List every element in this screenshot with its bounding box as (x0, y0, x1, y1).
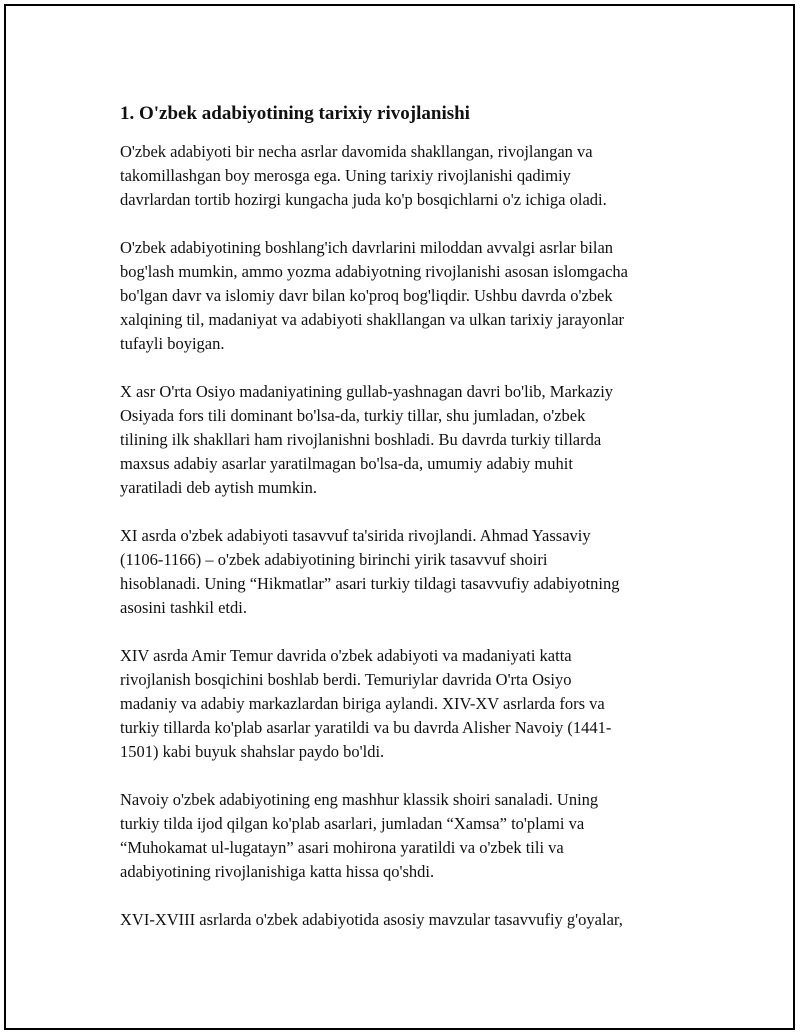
paragraph: XI asrda o'zbek adabiyoti tasavvuf ta'sirida rivojlandi. Ahmad Yassaviy (1106-1166) – o'zbek adabiyotining birinchi yirik tasavvuf shoiri hisoblanadi. Uning “Hikmatlar” asari turkiy tildagi tasavvufiy adabiyotning asosini tashkil etdi. (120, 526, 620, 617)
paragraph: O'zbek adabiyotining boshlang'ich davrlarini miloddan avvalgi asrlar bilan bog'lash mumkin, ammo yozma adabiyotning rivojlanishi asosan islomgacha bo'lgan davr va islomiy davr bilan ko'proq bog'liqdir. Ushbu davrda o'zbek xalqining til, madaniyat va adabiyoti shakllangan va ulkan tarixiy jarayonlar tufayli boyigan. (120, 238, 628, 353)
paragraph: XIV asrda Amir Temur davrida o'zbek adabiyoti va madaniyati katta rivojlanish bosqichini boshlab berdi. Temuriylar davrida O'rta Osiyo madaniy va adabiy markazlardan biriga aylandi. XIV-XV asrlarda fors va turkiy tillarda ko'plab asarlar yaratildi va bu davrda Alisher Navoiy (1441- 1501) kabi buyuk shahslar paydo bo'ldi. (120, 646, 612, 761)
page-frame (4, 4, 795, 1030)
paragraph: X asr O'rta Osiyo madaniyatining gullab-yashnagan davri bo'lib, Markaziy Osiyada fors tili dominant bo'lsa-da, turkiy tillar, shu jumladan, o'zbek tilining ilk shakllari ham rivojlanishni boshladi. Bu davrda turkiy tillarda maxsus adabiy asarlar yaratilmagan bo'lsa-da, umumiy adabiy muhit yaratiladi deb aytish mumkin. (120, 382, 614, 497)
paragraph: XVI-XVIII asrlarda o'zbek adabiyotida asosiy mavzular tasavvufiy g'oyalar, (120, 910, 623, 929)
document-body (120, 102, 695, 956)
paragraph: Navoiy o'zbek adabiyotining eng mashhur klassik shoiri sanaladi. Uning turkiy tilda ijod qilgan ko'plab asarlari, jumladan “Xamsa” to'plami va “Muhokamat ul-lugatayn” asari mohirona yaratildi va o'zbek tili va adabiyotining rivojlanishiga katta hissa qo'shdi. (120, 790, 599, 881)
document-title: 1. O'zbek adabiyotining tarixiy rivojlanishi (120, 103, 470, 124)
paragraph: O'zbek adabiyoti bir necha asrlar davomida shakllangan, rivojlangan va takomillashgan boy merosga ega. Uning tarixiy rivojlanishi qadimiy davrlardan tortib hozirgi kungacha juda ko'p bosqichlarni o'z ichiga oladi. (120, 142, 607, 209)
